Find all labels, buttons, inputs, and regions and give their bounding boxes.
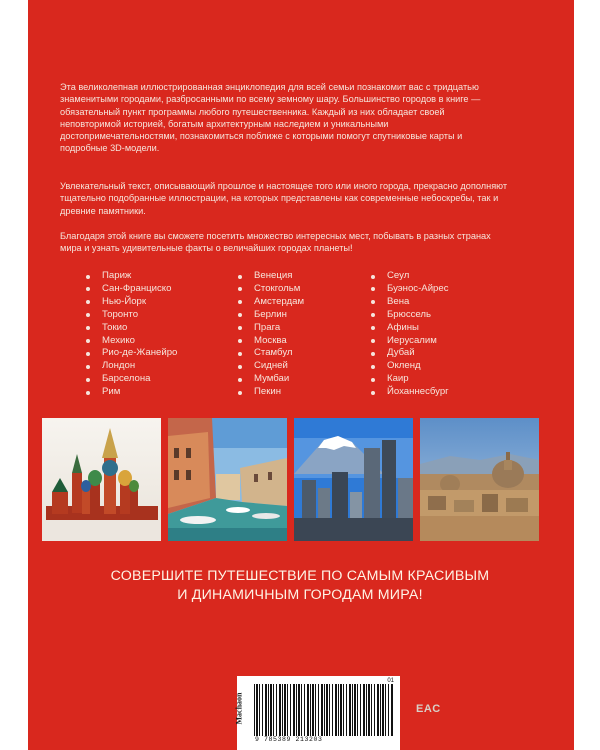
isbn-digits: 9 785389 213203 [255,736,323,743]
city-item: Брюссель [371,309,449,322]
city-item: Венеция [238,270,304,283]
city-list-column-3 [371,270,449,399]
city-item: Нью-Йорк [86,296,177,309]
intro-paragraph-3: Благодаря этой книге вы сможете посетить множество интересных мест, побывать в разных странах мира и узнать удивительные факты о величайших городах планеты! [60,231,491,254]
barcode-issue-number: 01 [387,678,394,684]
city-item: Каир [371,373,449,386]
venice-photo [168,418,287,541]
moscow-photo [42,418,161,541]
intro-paragraph-1: Эта великолепная иллюстрированная энциклопедия для всей семьи познакомит вас с тридцатью знаменитыми городами, разбросанными по всему земному шару. Большинство городов в книге — обязательный пункт программы любого путешественника. Каждый из них обладает своей неповторимой историей, богатым архитектурным наследием и уникальными достопримечательностями, познакомиться поближе с которыми помогут спутниковые карты и подробные 3D-модели. [60,82,481,154]
city-item: Москва [238,335,304,348]
city-item: Буэнос-Айрес [371,283,449,296]
city-item: Рим [86,386,177,399]
intro-paragraph-2: Увлекательный текст, описывающий прошлое и настоящее того или иного города, прекрасно дополняют тщательно подобранные иллюстрации, на которых представлены как современные небоскребы, так и древние памятники. [60,181,508,216]
city-item: Йоханнесбург [371,386,449,399]
city-item: Рио-де-Жанейро [86,347,177,360]
city-item: Амстердам [238,296,304,309]
city-item: Окленд [371,360,449,373]
tokyo-photo [294,418,413,541]
city-item: Сеул [371,270,449,283]
publisher-logo: Machaon [237,676,251,750]
city-item: Стамбул [238,347,304,360]
city-item: Прага [238,322,304,335]
city-item: Пекин [238,386,304,399]
city-item: Токио [86,322,177,335]
city-list-column-2 [238,270,304,399]
rome-photo [420,418,539,541]
city-item: Берлин [238,309,304,322]
slogan-line-1: СОВЕРШИТЕ ПУТЕШЕСТВИЕ ПО САМЫМ КРАСИВЫМ [110,568,490,584]
slogan [0,567,600,605]
eac-mark: EAC [416,703,441,715]
slogan-line-2: И ДИНАМИЧНЫМ ГОРОДАМ МИРА! [177,587,423,603]
city-item: Стокгольм [238,283,304,296]
city-item: Сидней [238,360,304,373]
city-item: Дубай [371,347,449,360]
city-item: Торонто [86,309,177,322]
city-item: Афины [371,322,449,335]
city-list-column-1 [86,270,177,399]
city-item: Иерусалим [371,335,449,348]
city-item: Париж [86,270,177,283]
city-item: Барселона [86,373,177,386]
city-item: Вена [371,296,449,309]
city-item: Мумбаи [238,373,304,386]
barcode-bars [254,684,394,736]
city-item: Сан-Франциско [86,283,177,296]
city-item: Лондон [86,360,177,373]
barcode-block [234,676,400,750]
city-item: Мехико [86,335,177,348]
